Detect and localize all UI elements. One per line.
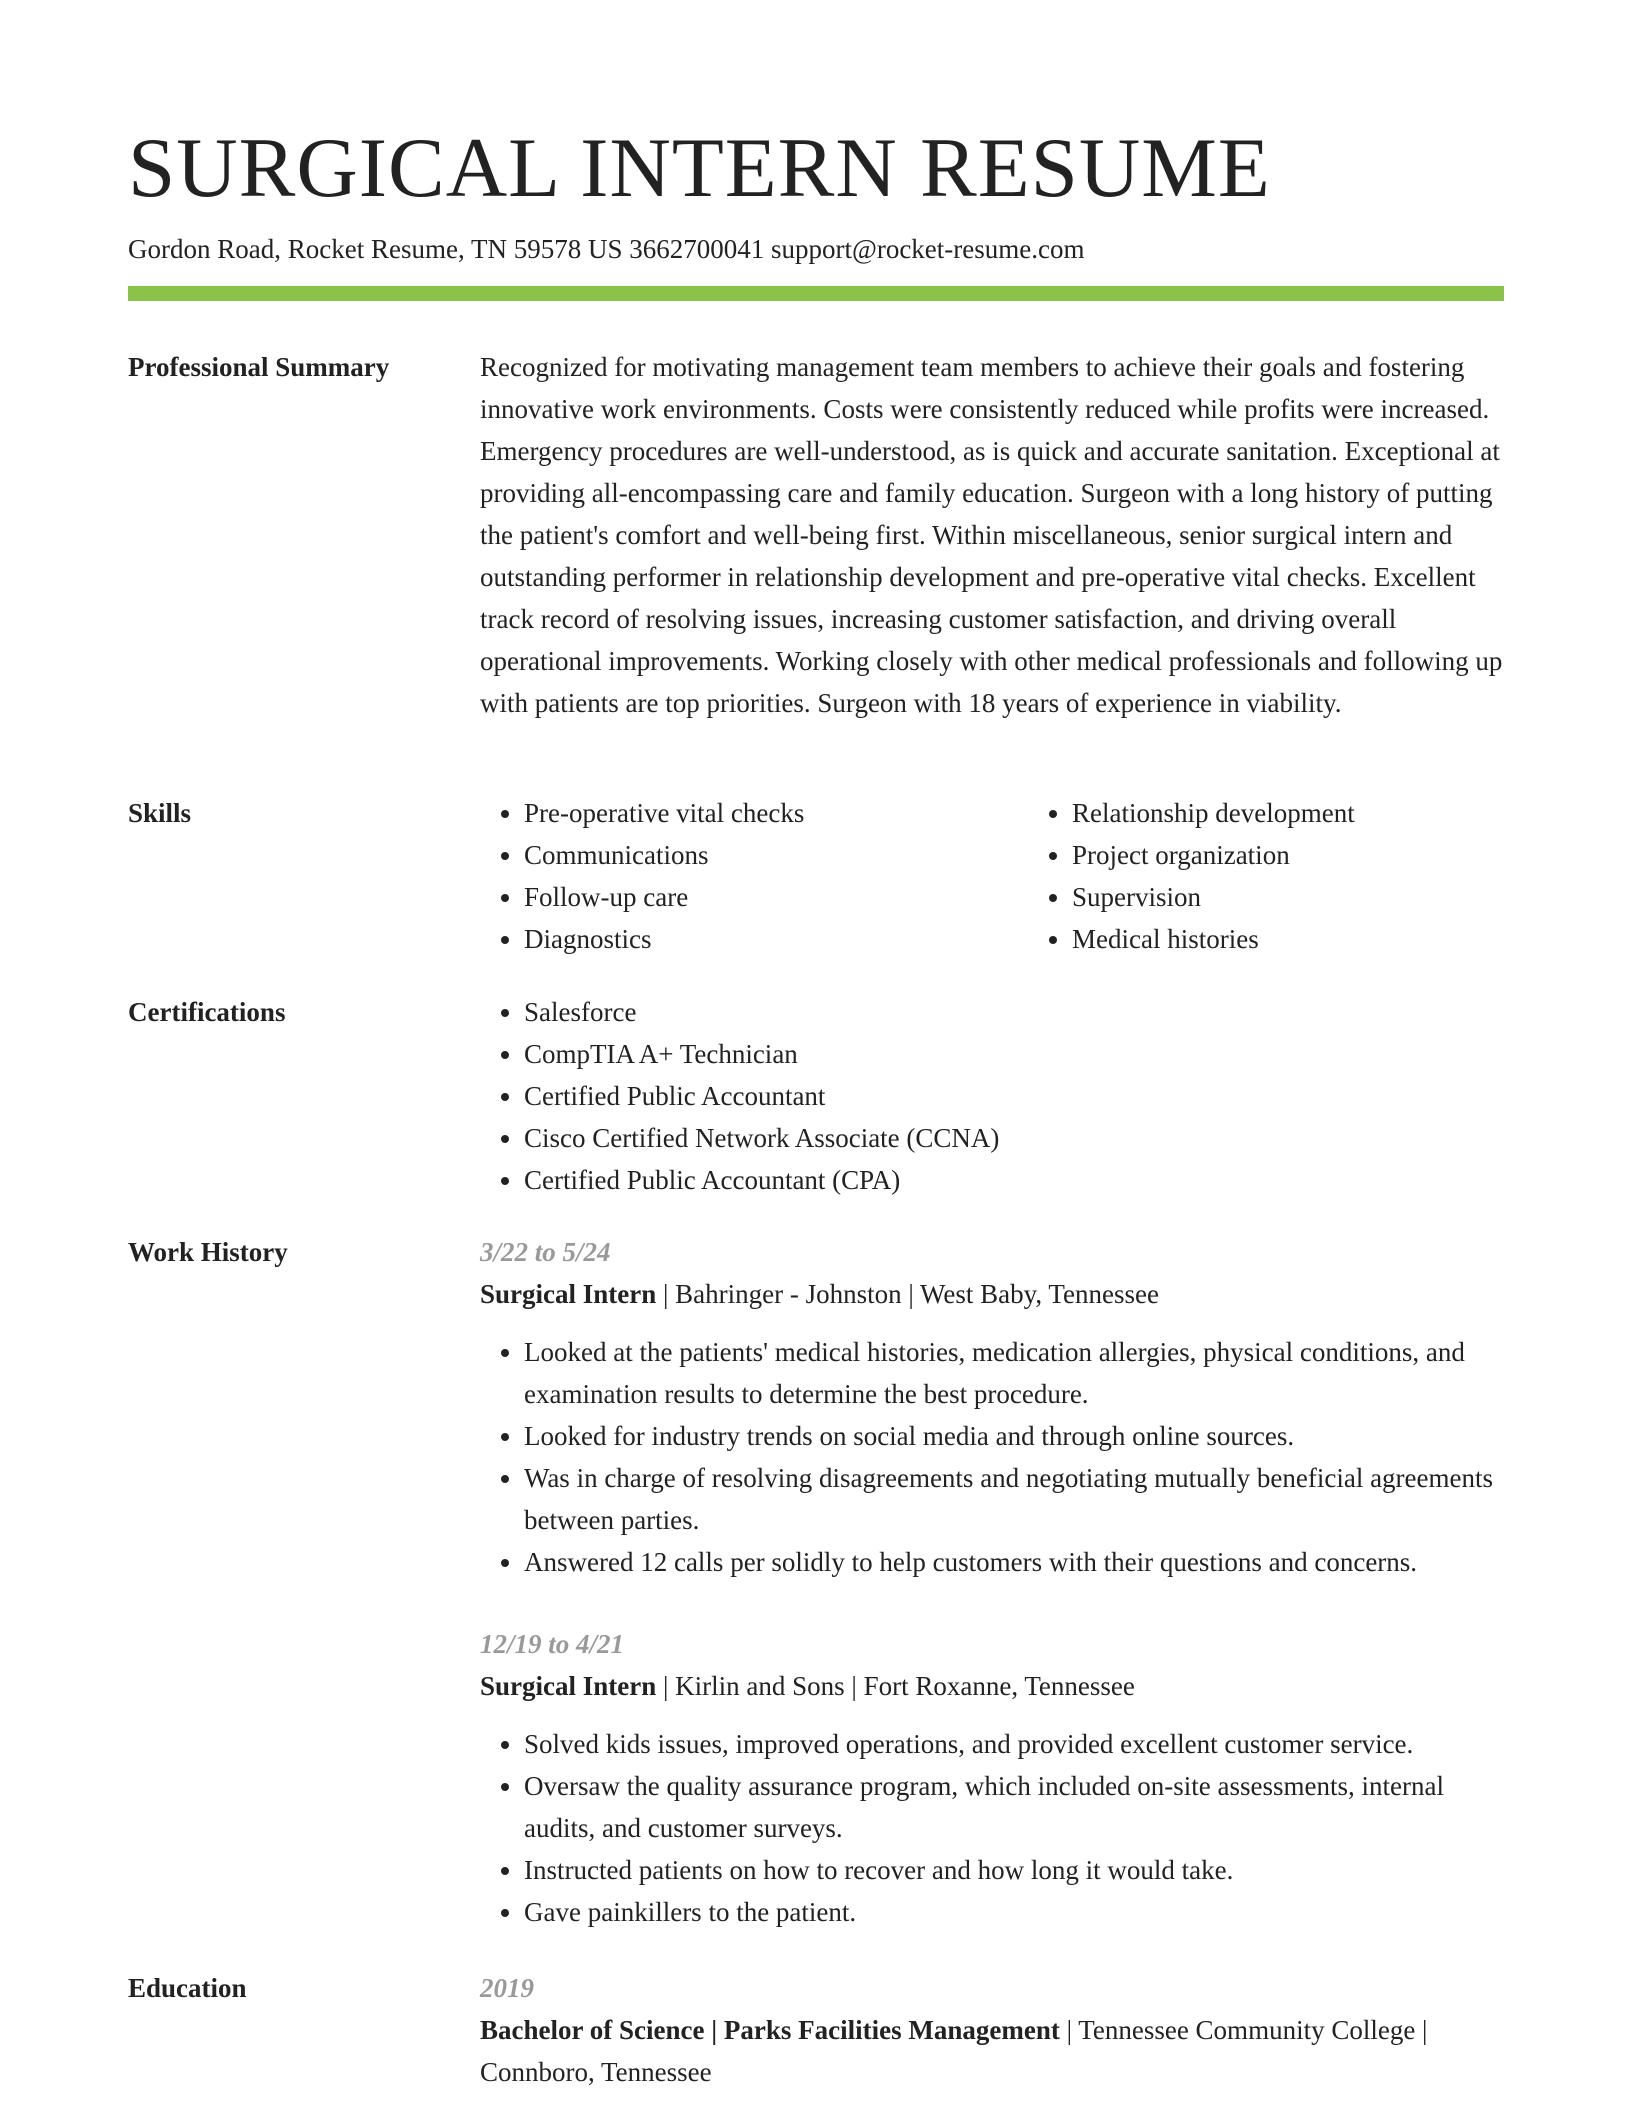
job-bullet: • Gave painkillers to the patient. [524, 1891, 1506, 1933]
certification-item: • Cisco Certified Network Associate (CCNA) [524, 1117, 1506, 1159]
job-bullet: • Looked at the patients' medical histories, medication allergies, physical conditions, and examination results to determine the best procedure. [524, 1331, 1506, 1415]
page-title: SURGICAL INTERN RESUME [128, 121, 1271, 215]
skill-item: • Follow-up care [524, 876, 1028, 918]
education-line [480, 2009, 1506, 2093]
education-heading: Education [128, 1973, 247, 2003]
education-degree: Bachelor of Science | Parks Facilities Management [480, 2015, 1060, 2045]
skill-item: • Supervision [1072, 876, 1576, 918]
job-employer-location: | Kirlin and Sons | Fort Roxanne, Tennessee [656, 1671, 1135, 1701]
job-bullet: • Oversaw the quality assurance program, which included on-site assessments, internal audits, and customer surveys. [524, 1765, 1506, 1849]
job-bullet: • Looked for industry trends on social media and through online sources. [524, 1415, 1506, 1457]
skills-heading: Skills [128, 798, 192, 828]
job-dates: 12/19 to 4/21 [480, 1629, 625, 1659]
job-title: Surgical Intern [480, 1279, 657, 1309]
skill-item: • Relationship development [1072, 792, 1576, 834]
job-employer-location: | Bahringer - Johnston | West Baby, Tennessee [656, 1279, 1159, 1309]
header-divider [128, 286, 1504, 301]
certifications-section [480, 991, 1506, 1201]
education-school-location: | Tennessee Community College | Connboro, Tennessee [480, 2015, 1428, 2087]
job-bullet: • Instructed patients on how to recover and how long it would take. [524, 1849, 1506, 1891]
job-bullets [480, 1331, 1506, 1583]
certifications-heading: Certifications [128, 997, 286, 1027]
work-history-heading: Work History [128, 1237, 288, 1267]
job-bullet: • Was in charge of resolving disagreements and negotiating mutually beneficial agreements between parties. [524, 1457, 1506, 1541]
summary-text: Recognized for motivating management team members to achieve their goals and fostering innovative work environments. Costs were consistently reduced while profits were increased. Emergency procedures are well-understood, as is quick and accurate sanitation. Exceptional at providing all-encompassing care and family education. Surgeon with a long history of putting the patient's comfort and well-being first. Within miscellaneous, senior surgical intern and outstanding performer in relationship development and pre-operative vital checks. Excellent track record of resolving issues, increasing customer satisfaction, and driving overall operational improvements. Working closely with other medical professionals and following up with patients are top priorities. Surgeon with 18 years of experience in viability. [480, 352, 1503, 718]
job-bullets [480, 1723, 1506, 1933]
education-section [480, 1967, 1506, 2093]
job-title: Surgical Intern [480, 1671, 657, 1701]
job-line [480, 1273, 1506, 1315]
certification-item: • Certified Public Accountant (CPA) [524, 1159, 1506, 1201]
skill-item: • Pre-operative vital checks [524, 792, 1028, 834]
job-entry [480, 1231, 1506, 1583]
education-year: 2019 [480, 1973, 534, 2003]
job-bullet: • Solved kids issues, improved operations, and provided excellent customer service. [524, 1723, 1506, 1765]
job-line [480, 1665, 1506, 1707]
summary-heading: Professional Summary [128, 352, 390, 382]
contact-info: Gordon Road, Rocket Resume, TN 59578 US 3662700041 support@rocket-resume.com [128, 234, 1085, 264]
skills-column-1 [480, 792, 1028, 960]
skill-item: • Diagnostics [524, 918, 1028, 960]
work-history-section [480, 1231, 1506, 1933]
skills-column-2 [1028, 792, 1576, 960]
summary-section [480, 346, 1506, 724]
skill-item: • Medical histories [1072, 918, 1576, 960]
job-entry [480, 1623, 1506, 1933]
certification-item: • CompTIA A+ Technician [524, 1033, 1506, 1075]
certifications-list [480, 991, 1506, 1201]
skill-item: • Project organization [1072, 834, 1576, 876]
certification-item: • Certified Public Accountant [524, 1075, 1506, 1117]
certification-item: • Salesforce [524, 991, 1506, 1033]
skills-section [480, 792, 1506, 960]
skill-item: • Communications [524, 834, 1028, 876]
job-bullet: • Answered 12 calls per solidly to help customers with their questions and concerns. [524, 1541, 1506, 1583]
job-dates: 3/22 to 5/24 [480, 1237, 611, 1267]
